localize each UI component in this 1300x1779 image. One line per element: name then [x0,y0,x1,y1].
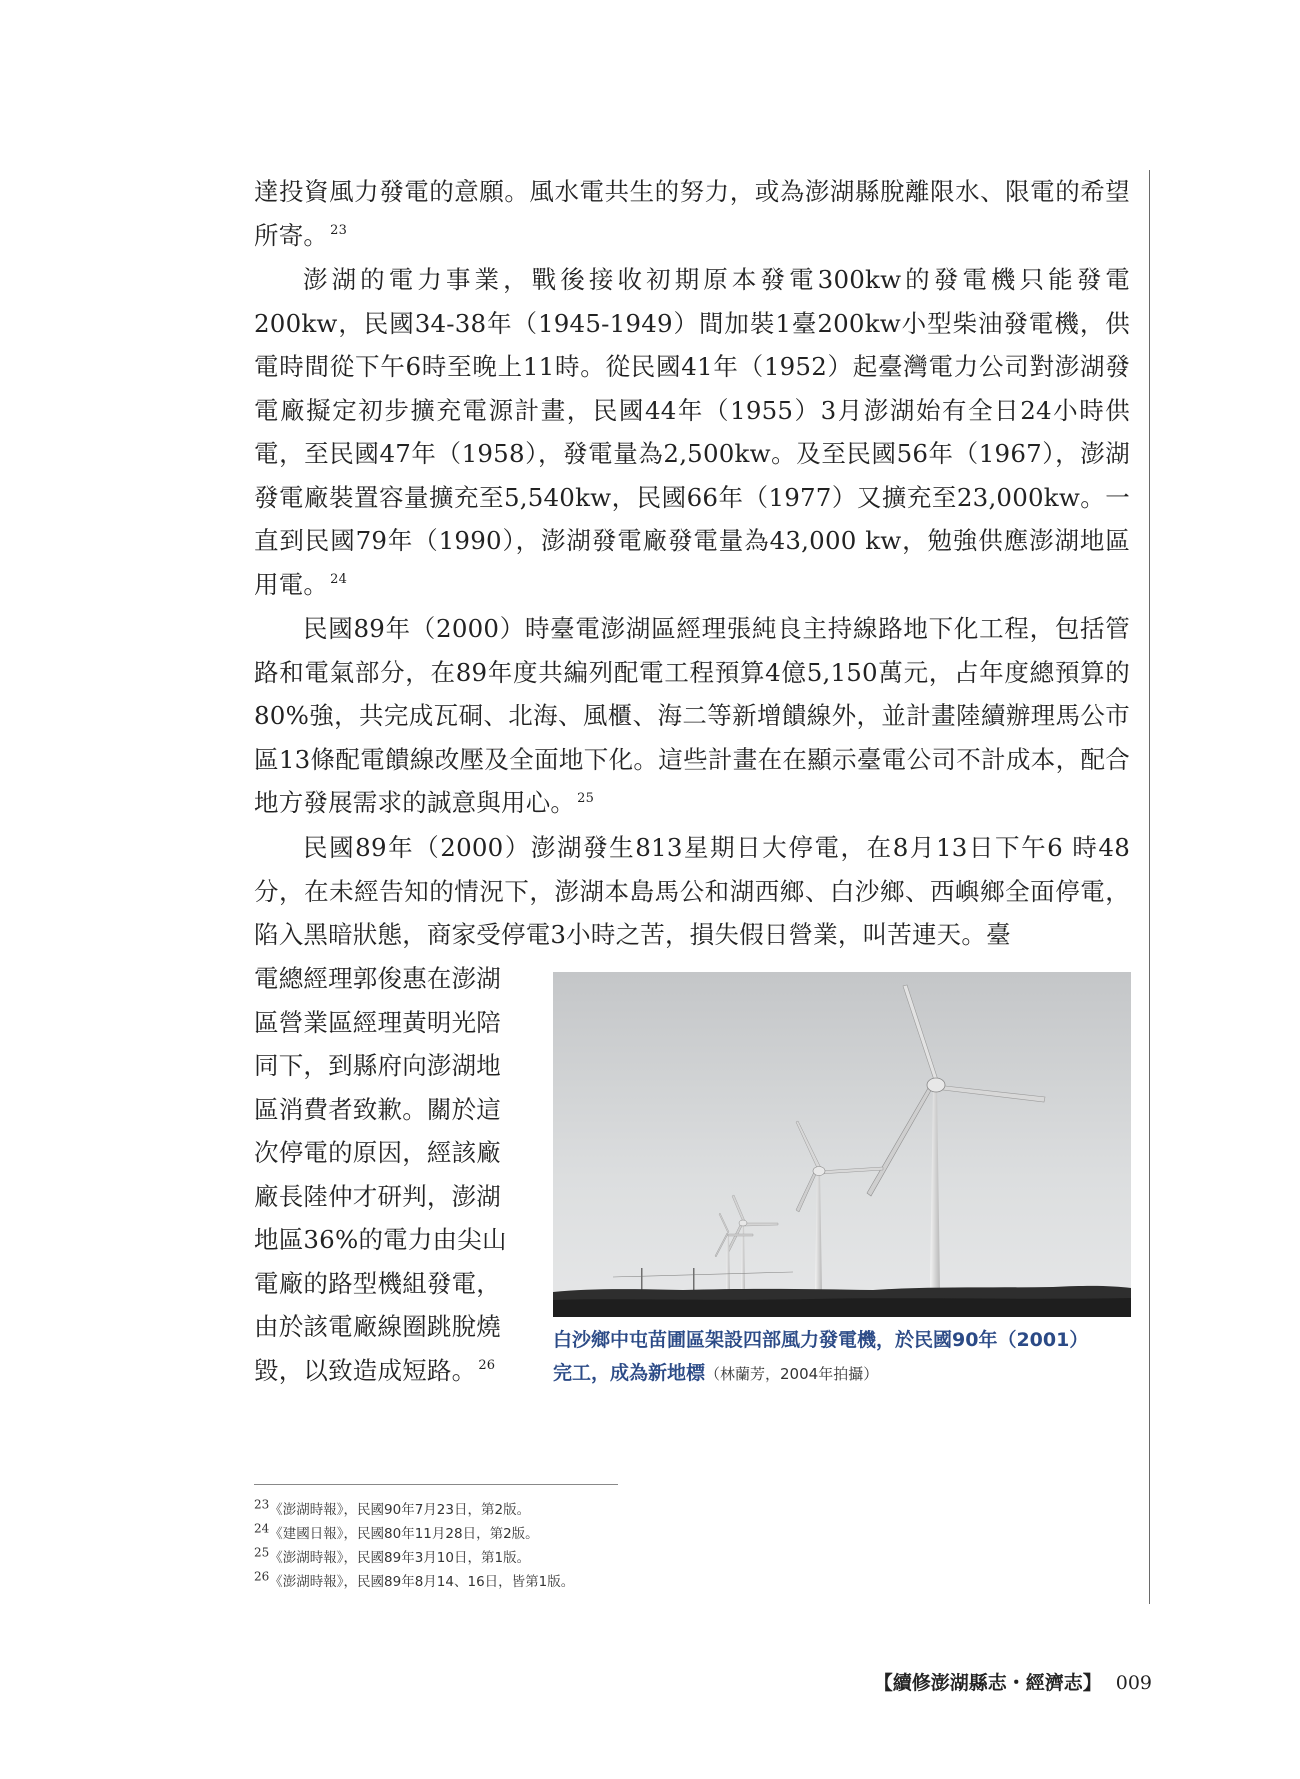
text-line: 廠長陸仲才研判，澎湖 [254,1181,501,1211]
text-line: 次停電的原因，經該廠 [254,1138,501,1167]
footnote-number: 24 [254,1521,270,1536]
caption-line-2-row [553,1357,1133,1391]
paragraph-4-text: 民國89年（2000）澎湖發生813星期日大停電，在8月13日下午6 時48分，在未經告知的情況下，澎湖本島馬公和湖西鄉、白沙鄉、西嶼鄉全面停電，陷入黑暗狀態，商家受停電3小時之苦，損失假日營業，叫苦連天。臺 [254,833,1130,949]
paragraph-1-text: 達投資風力發電的意願。風水電共生的努力，或為澎湖縣脫離限水、限電的希望所寄。 [254,177,1130,250]
footnote-25 [254,1546,854,1570]
footnote-number: 23 [254,1497,270,1512]
wind-turbine-photo [553,972,1131,1317]
paragraph-4 [254,826,1130,957]
caption-line-1: 白沙鄉中屯苗圃區架設四部風力發電機，於民國90年（2001） [553,1329,1089,1351]
footnote-24 [254,1522,854,1546]
margin-rule [1149,170,1150,1604]
footnote-23 [254,1498,854,1522]
footnote-26 [254,1570,854,1594]
footnote-ref-24[interactable]: 24 [330,572,348,588]
running-footer [874,1668,1152,1695]
book-title: 【續修澎湖縣志・經濟志】 [873,1672,1102,1694]
text-line-end: 毀，以致造成短路。 [254,1355,477,1385]
footnote-ref-25[interactable]: 25 [577,790,595,806]
figure-caption [553,1324,1133,1391]
text-line: 同下，到縣府向澎湖地 [254,1051,501,1080]
footnote-ref-23[interactable]: 23 [330,223,348,239]
text-line: 電總經理郭俊惠在澎湖 [254,964,501,993]
paragraph-2 [254,258,1130,606]
footnote-text: 《澎湖時報》，民國89年3月10日，第1版。 [269,1550,531,1566]
text-line: 地區36%的電力由尖山 [254,1225,507,1254]
paragraph-3 [254,607,1130,825]
paragraph-2-text: 澎湖的電力事業，戰後接收初期原本發電300kw的發電機只能發電200kw，民國34-38年（1945-1949）間加裝1臺200kw小型柴油發電機，供電時間從下午6時至晚上11時。從民國41年（1952）起臺灣電力公司對澎湖發電廠擬定初步擴充電源計畫，民國44年（1955）3月澎湖始有全日24小時供電，至民國47年（1958），發電量為2,500kw。及至民國56年（1967），澎湖發電廠裝置容量擴充至5,540kw，民國66年（1977）又擴充至23,000kw。一直到民國79年（1990），澎湖發電廠發電量為43,000 kw，勉強供應澎湖地區用電。 [254,265,1130,599]
footnote-number: 26 [254,1569,270,1584]
text-line: 由於該電廠線圈跳脫燒 [254,1312,501,1341]
footnote-text: 《建國日報》，民國80年11月28日，第2版。 [269,1526,539,1542]
footnote-text: 《澎湖時報》，民國90年7月23日，第2版。 [269,1502,531,1518]
footnote-text: 《澎湖時報》，民國89年8月14、16日，皆第1版。 [269,1574,575,1590]
caption-line-2: 完工，成為新地標 [553,1362,706,1384]
paragraph-1 [254,170,1130,257]
text-line: 區消費者致歉。關於這 [254,1094,501,1124]
footnotes [254,1498,854,1594]
paragraph-3-text: 民國89年（2000）時臺電澎湖區經理張純良主持線路地下化工程，包括管路和電氣部分，在89年度共編列配電工程預算4億5,150萬元，占年度總預算的80%強，共完成瓦硐、北海、風櫃、海二等新增饋線外，並計畫陸續辦理馬公市區13條配電饋線改壓及全面地下化。這些計畫在在顯示臺電公司不計成本，配合地方發展需求的誠意與用心。 [254,614,1130,817]
footnote-ref-26[interactable]: 26 [478,1358,496,1374]
text-line [254,1349,534,1393]
text-line: 區營業區經理黃明光陪 [254,1007,501,1037]
page-number: 009 [1115,1672,1152,1694]
text-line: 電廠的路型機組發電， [254,1268,501,1298]
footnote-number: 25 [254,1545,270,1560]
paragraph-4-continued [254,957,534,1392]
photo-credit: （林蘭芳，2004年拍攝） [705,1365,879,1383]
footnote-divider [254,1484,618,1485]
